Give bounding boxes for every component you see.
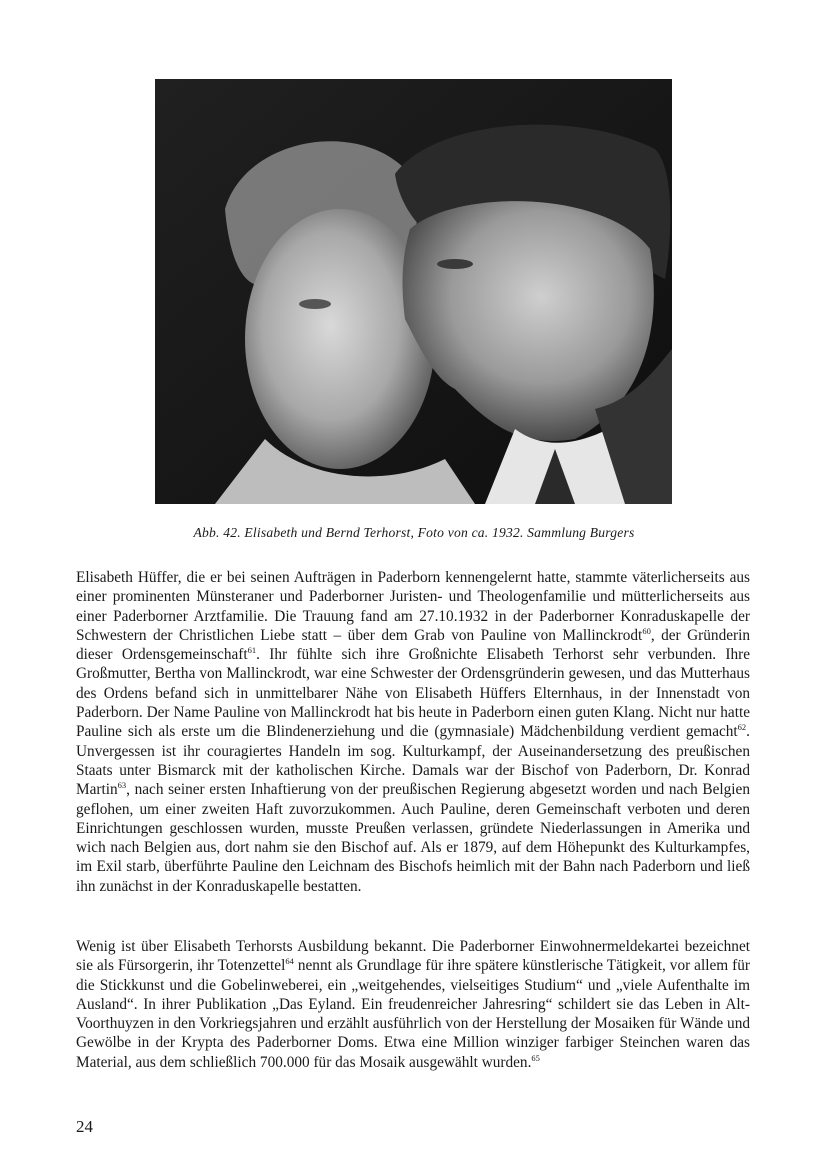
body-paragraph-1: [76, 568, 750, 896]
portrait-photo: [155, 79, 672, 504]
footnote-ref: 62: [737, 722, 747, 733]
figure-caption: Abb. 42. Elisabeth und Bernd Terhorst, Foto von ca. 1932. Sammlung Burgers: [193, 525, 635, 540]
paragraph-text: . Ihr fühlte sich ihre Großnichte Elisabeth Terhorst sehr verbunden. Ihre Großmutter, Bertha von Mallinckrodt, war eine Schwester der Ordensgründerin gewesen, und das Mutterhaus des Ordens befand sich in unmittelbarer Nähe von Elisabeth Hüffers Elternhaus, in der Innenstadt von Paderborn. Der Name Pauline von Mallinckrodt hat bis heute in Paderborn einen guten Klang. Nicht nur hatte Pauline sich als erste um die Blindenerziehung und die (gymnasiale) Mädchenbildung verdient gemacht: [76, 646, 751, 741]
paragraph-text: . Unvergessen ist ihr couragiertes Handeln im sog. Kulturkampf, der Auseinandersetzung des preußischen Staats unter Bismarck mit der katholischen Kirche. Damals war der Bischof von Paderborn, Dr. Konrad Martin: [76, 723, 750, 799]
paragraph-text: Elisabeth Hüffer, die er bei seinen Aufträgen in Paderborn kennengelernt hatte, stammte väterlicherseits aus einer prominenten Münsteraner und Paderborner Juristen- und Theologenfamilie und mütterlicherseits aus einer Paderborner Arztfamilie. Die Trauung fand am 27.10.1932 in der Paderborner Konraduskapelle der Schwestern der Christlichen Liebe statt – über dem Grab von Pauline von Mallinckrodt: [76, 569, 750, 644]
footnote-ref: 65: [531, 1052, 540, 1063]
footnote-ref: 63: [117, 780, 127, 791]
paragraph-text: , nach seiner ersten Inhaftierung von der preußischen Regierung abgesetzt worden und nach Belgien geflohen, um einer zweiten Haft zuvorzukommen. Auch Pauline, deren Gemeinschaft verboten und deren Einrichtungen geschlossen wurden, musste Preußen verlassen, gründete Niederlassungen in Amerika und wich nach Belgien aus, dort nahm sie den Bischof auf. Als er 1879, auf dem Höhepunkt des Kulturkampfes, im Exil starb, überführte Pauline den Leichnam des Bischofs heimlich mit der Bahn nach Paderborn und ließ ihn zunächst in der Konraduskapelle bestatten.: [76, 781, 750, 895]
paragraph-text: Wenig ist über Elisabeth Terhorsts Ausbildung bekannt. Die Paderborner Einwohnermeldekartei bezeichnet sie als Fürsorgerin, ihr Totenzettel: [76, 938, 750, 975]
footnote-ref: 60: [642, 625, 651, 636]
footnote-ref: 61: [247, 645, 257, 656]
page-number: 24: [76, 1117, 93, 1136]
paragraph-text: nennt als Grundlage für ihre spätere künstlerische Tätigkeit, vor allem für die Stickkunst und die Gobelinweberei, ein „weitgehendes, vielseitiges Studium“ und „viele Aufenthalte im Ausland“. In ihrer Publikation „Das Eyland. Ein freudenreicher Jahresring“ schildert sie das Leben in Alt-Voorthuyzen in den Vorkriegsjahren und erzählt ausführlich von der Herstellung der Mosaiken für Wände und Gewölbe in der Krypta des Paderborner Doms. Etwa eine Million winziger farbiger Steinchen waren das Material, aus dem schließlich 700.000 für das Mosaik ausgewählt wurden.: [76, 957, 750, 1071]
paragraph-text: , der Gründerin dieser Ordensgemeinschaft: [76, 626, 750, 664]
footnote-ref: 64: [285, 956, 294, 967]
body-paragraph-2: [76, 937, 750, 1072]
